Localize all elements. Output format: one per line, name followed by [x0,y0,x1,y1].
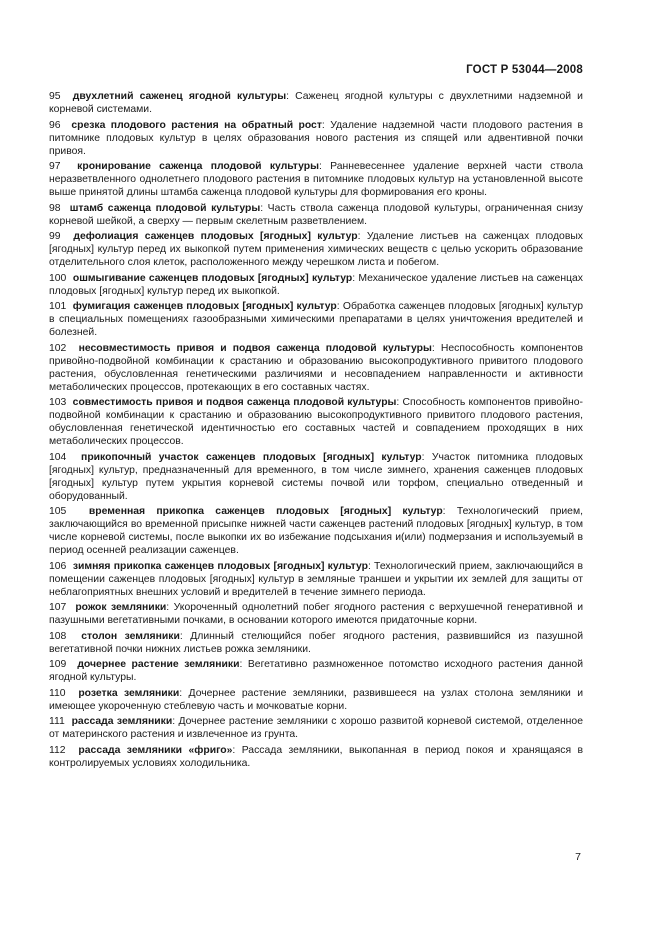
term-entry [49,560,583,599]
term-number: 105 [49,506,67,517]
term-name: несовместимость привоя и подвоя саженца плодовой культуры [78,342,432,354]
term-definition: : Технологический прием, заключающийся во временной присыпке нижней части саженцев растений плодовых [ягодных] культур, в том числе корневой системы, после выкопки их во избежание подсыхания и(или) подмерзания и используемый в период осенней реализации саженцев. [49,506,583,556]
term-entry [49,342,583,394]
term-entry [49,601,583,627]
term-definition: : Неспособность компонентов привойно-подвойной комбинации к срастанию и образованию высокопродуктивного привитого плодового растения, обусловленная генетическими различиями и несовпадением направленности и активности метаболических процессов, протекающих в его составных частях. [49,342,583,393]
term-name: розетка земляники [78,687,180,699]
term-name: срезка плодового растения на обратный рост [71,119,322,131]
term-name: совместимость привоя и подвоя саженца плодовой культуры [72,397,397,408]
term-definition: : Удаление листьев на саженцах плодовых [ягодных] культур перед их выкопкой путем применения химических веществ с целью ускорить образование отделительного слоя клеток, расположенного между черешком листа и побегом. [49,231,583,268]
term-definition: : Удаление надземной части плодового растения в питомнике плодовых культур в целях образования нового растения из спящей или адвентивной почки привоя. [49,119,583,157]
term-name: дефолиация саженцев плодовых [ягодных] культур [73,231,358,242]
page-number: 7 [575,851,581,863]
term-definition: : Механическое удаление листьев на саженцах плодовых [ягодных] культур перед их выкопкой. [49,272,583,297]
term-name: дочернее растение земляники [77,659,240,670]
term-definition: : Саженец ягодной культуры с двухлетними надземной и корневой системами. [49,91,583,115]
term-name: столон земляники [81,630,180,642]
term-entry [49,715,583,741]
term-entry [49,658,583,684]
term-number: 108 [49,630,67,642]
term-name: фумигация саженцев плодовых [ягодных] культур [72,301,337,312]
term-number: 104 [49,451,67,463]
term-number: 100 [49,272,67,284]
term-number: 98 [49,202,61,214]
term-number: 102 [49,342,67,354]
term-number: 96 [49,119,61,131]
term-definition: : Укороченный однолетний побег ягодного растения с верхушечной генеративной и пазушными вегетативными почками, в основании которого имеются придаточные корни. [49,602,583,626]
standard-header: ГОСТ Р 53044—2008 [466,64,583,76]
term-definition: : Рассада земляники, выкопанная в период покоя и хранящаяся в контролируемых условиях холодильника. [49,744,584,769]
term-entry [49,687,583,713]
term-definition: : Способность компонентов привойно-подвойной комбинации к срастанию и образованию высокопродуктивного привитого плодового растения, обусловленная генетической идентичностью его составных частей и совпадением проходящих в них метаболических процессов. [49,397,583,447]
term-definition: : Технологический прием, заключающийся в помещении саженцев плодовых [ягодных] культур в земляные траншеи и укрытии их землей для защиты от неблагоприятных внешних условий и вредителей в течение зимнего периода. [49,560,583,598]
term-entry [49,160,583,199]
term-entry [49,202,583,228]
term-definition: : Вегетативно размноженное потомство исходного растения данной ягодной культуры. [49,659,583,683]
term-name: рассада земляники «фриго» [78,744,233,756]
term-entry [49,119,583,158]
terms-list [49,90,583,772]
term-entry [49,451,583,503]
term-number: 107 [49,602,67,613]
term-definition: : Дочернее растение земляники, развившееся на узлах столона земляники и имеющее укороченную стеблевую часть и мочковатые корни. [49,687,584,712]
term-number: 112 [49,744,66,756]
term-definition: : Обработка саженцев плодовых [ягодных] культур в специальных помещениях газообразными химическими препаратами в целях уничтожения вредителей и болезней. [49,301,584,338]
term-entry [49,230,583,269]
term-entry [49,630,583,656]
term-name: штамб саженца плодовой культуры [69,202,261,214]
term-entry [49,396,583,448]
term-number: 97 [49,161,61,172]
term-definition: : Дочернее растение земляники с хорошо развитой корневой системой, отделенное от материнского растения и извлеченное из грунта. [49,716,583,740]
term-entry [49,272,583,298]
term-number: 99 [49,231,61,242]
term-definition: : Участок питомника плодовых [ягодных] культур, предназначенный для временного, в том числе зимнего, хранения саженцев плодовых [ягодных] культур путем укрытия корневой системы почвой или торфом, специально отведенный и оборудованный. [49,451,583,502]
term-number: 95 [49,91,61,102]
term-name: двухлетний саженец ягодной культуры [72,91,287,102]
term-name: кронирование саженца плодовой культуры [77,161,319,172]
term-name: рассада земляники [71,716,173,727]
term-name: ошмыгивание саженцев плодовых [ягодных] культур [72,272,353,284]
term-entry [49,300,583,339]
term-entry [49,505,583,557]
term-name: рожок земляники [75,602,167,613]
term-definition: : Длинный стелющийся побег ягодного растения, развившийся из пазушной вегетативной почки нижних листьев рожка земляники. [49,630,583,655]
term-number: 101 [49,301,67,312]
term-number: 106 [49,560,67,572]
term-entry [49,744,583,770]
term-number: 111 [49,716,65,727]
term-name: прикопочный участок саженцев плодовых [ягодных] культур [81,451,422,463]
term-definition: : Часть ствола саженца плодовой культуры, ограниченная снизу корневой шейкой, а сверху — первым скелетным разветвлением. [49,202,583,227]
term-definition: : Ранневесеннее удаление верхней части ствола неразветвленного однолетнего плодового растения в питомнике плодовых культур на установленной высоте выше принятой длины штамба саженца плодовой культуры для формирования его кроны. [49,161,584,198]
term-number: 110 [49,687,66,699]
term-number: 109 [49,659,67,670]
term-name: временная прикопка саженцев плодовых [ягодных] культур [88,506,443,517]
term-entry [49,90,583,116]
term-number: 103 [49,397,67,408]
term-name: зимняя прикопка саженцев плодовых [ягодных] культур [72,560,368,572]
